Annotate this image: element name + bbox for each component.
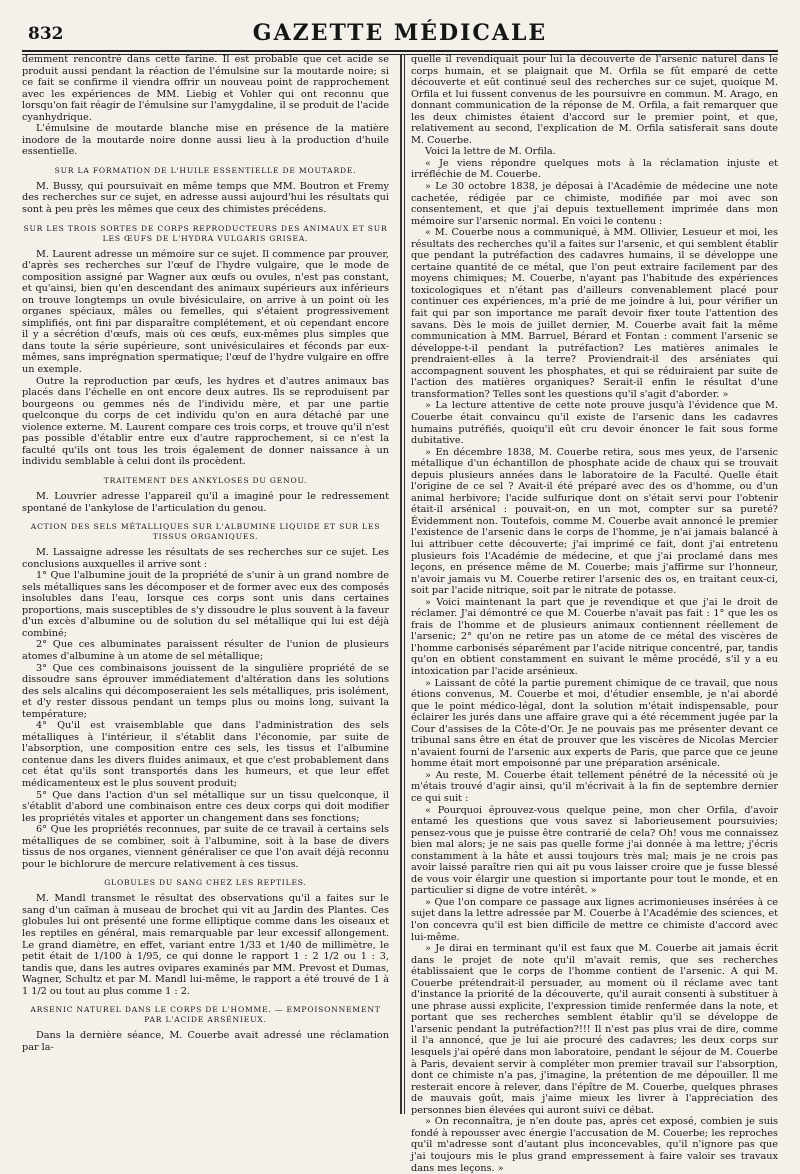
paragraph: « M. Couerbe nous a communiqué, à MM. Ollivier, Lesueur et moi, les résultats des recherches qu'il a faites sur l'arsenic, et qui semblent établir que pendant la putréfaction des cadavres humains, il se développe une certaine quantité de ce métal, que l'on peut extraire facilement par des moyens chimiques; M. Couerbe, n'ayant pas l'habitude des expériences toxicologiques et n'étant pas d'ailleurs convenablement placé pour continuer ces expériences, m'a prié de me joindre à lui, pour vérifier un fait qui par son importance me paraît devoir fixer toute l'attention des savans. Dès le mois de juillet dernier, M. Couerbe avait fait la même communication à MM. Barruel, Bérard et Fontan : comment l'arsenic se développe-t-il pendant la putréfaction? Les matières animales le prendraient-elles à la terre? Proviendrait-il des arséniates qui accompagnent souvent les phosphates, et qui se réduiraient par suite de l'action des matières organiques? Serait-il enfin le résultat d'une transformation? Telles sont les questions qu'il s'agit d'aborder. »: [411, 227, 778, 400]
paragraph: » On reconnaîtra, je n'en doute pas, après cet exposé, combien je suis fondé à repousser avec énergie l'accusation de M. Couerbe; les reproches qu'il m'adresse sont d'autant plus inconcevables, qu'il n'ignore pas que j'ai toujours mis le plus grand empressement à faire valoir ses travaux dans mes leçons. »: [411, 1116, 778, 1174]
paragraph: » Au reste, M. Couerbe était tellement pénétré de la nécessité où je m'étais trouvé d'agir ainsi, qu'il m'écrivait à la fin de septembre dernier ce qui suit :: [411, 769, 778, 804]
section-heading: ARSENIC NATUREL DANS LE CORPS DE L'HOMME. — EMPOISONNEMENT PAR L'ACIDE ARSÉNIEUX.: [30, 1005, 381, 1025]
masthead-rule: [22, 50, 778, 52]
paragraph: 4° Qu'il est vraisemblable que dans l'administration des sels métalliques à l'intérieur, il s'établit dans l'économie, par suite de l'absorption, une composition entre ces sels, les tissus et l'albumine contenue dans les divers fluides animaux, et que c'est probablement dans cet état qu'ils sont transportés dans les humeurs, et que leur effet médicamenteux est le plus souvent produit;: [22, 720, 389, 789]
page-number: 832: [28, 24, 64, 44]
left-column: [22, 54, 389, 1114]
paragraph: L'émulsine de moutarde blanche mise en présence de la matière inodore de la moutarde noire donne aussi lieu à la production d'huile essentielle.: [22, 123, 389, 158]
journal-title: GAZETTE MÉDICALE: [252, 20, 548, 46]
column-divider-thin: [404, 54, 405, 1114]
paragraph: « Je viens répondre quelques mots à la réclamation injuste et irréfléchie de M. Couerbe.: [411, 157, 778, 181]
paragraph: 2° Que ces albuminates paraissent résulter de l'union de plusieurs atomes d'albumine à un atome de sel métallique;: [22, 639, 389, 662]
paragraph: M. Louvrier adresse l'appareil qu'il a imaginé pour le redressement spontané de l'ankylose de l'articulation du genou.: [22, 490, 389, 514]
paragraph: » Que l'on compare ce passage aux lignes acrimonieuses insérées à ce sujet dans la lettre adressée par M. Couerbe à l'Académie des sciences, et l'on concevra qu'il est bien difficile de mettre ce chimiste d'accord avec lui-même.: [411, 896, 778, 943]
column-divider: [400, 54, 402, 1114]
paragraph: 6° Que les propriétés reconnues, par suite de ce travail à certains sels métalliques de se combiner, soit à l'albumine, soit à la base de divers tissus de nos organes, viennent généraliser ce que l'on avait déjà reconnu pour le bichlorure de mercure relativement à ces tissus.: [22, 824, 389, 870]
paragraph: M. Mandl transmet le résultat des observations qu'il a faites sur le sang d'un caïman à museau de brochet qui vit au Jardin des Plantes. Ces globules lui ont présenté une forme elliptique comme dans les oiseaux et les reptiles en général, mais remarquable par leur excessif allongement. Le grand diamètre, en effet, variant entre 1/33 et 1/40 de millimètre, le petit était de 1/100 à 1/95, ce qui donne le rapport 1 : 2 1/2 ou 1 : 3, tandis que, dans les autres ovipares examinés par MM. Prevost et Dumas, Wagner, Schultz et par M. Mandl lui-même, le rapport a été trouvé de 1 à 1 1/2 ou tout au plus comme 1 : 2.: [22, 893, 389, 997]
paragraph: M. Bussy, qui poursuivait en même temps que MM. Boutron et Fremy des recherches sur ce sujet, en adresse aussi aujourd'hui les résultats qui sont à peu près les mêmes que ceux des chimistes précédens.: [22, 180, 389, 216]
paragraph: Dans la dernière séance, M. Couerbe avait adressé une réclamation par la-: [22, 1030, 389, 1053]
paragraph: 3° Que ces combinaisons jouissent de la singulière propriété de se dissoudre sans éprouver immédiatement d'altération dans les solutions des sels alcalins qui décomposeraient les sels métalliques, pris isolément, et d'y rester dissous pendant un temps plus ou moins long, suivant la température;: [22, 662, 389, 720]
paragraph: 5° Que dans l'action d'un sel métallique sur un tissu quelconque, il s'établit d'abord une combinaison entre ces deux corps qui doit modifier les propriétés vitales et apporter un changement dans ses fonctions;: [22, 789, 389, 824]
paragraph: 1° Que l'albumine jouit de la propriété de s'unir à un grand nombre de sels métalliques sans les décomposer et de former avec eux des composés insolubles dans l'eau, lorsque ces corps sont unis dans certaines proportions, mais susceptibles de s'y dissoudre le plus souvent à la faveur d'un excès d'albumine ou de solution du sel métallique qui lui est déjà combiné;: [22, 570, 389, 639]
right-column: [411, 54, 778, 1174]
section-heading: SUR LA FORMATION DE L'HUILE ESSENTIELLE DE MOUTARDE.: [54, 165, 357, 175]
section-heading: ACTION DES SELS MÉTALLIQUES SUR L'ALBUMINE LIQUIDE ET SUR LES TISSUS ORGANIQUES.: [30, 522, 381, 542]
paragraph: » Laissant de côté la partie purement chimique de ce travail, que nous étions convenus, M. Couerbe et moi, d'étudier ensemble, je n'ai abordé que le point médico-légal, dont la solution m'était indispensable, pour éclairer les jurés dans une affaire grave qui a été récemment jugée par la Cour d'assises de la Côte-d'Or. Je ne pouvais pas me présenter devant ce tribunal sans être en état de prouver que les viscères de Nicolas Mercier n'avaient fourni de l'arsenic aux experts de Paris, que parce que ce jeune homme était mort empoisonné par une préparation arsénicale.: [411, 677, 778, 770]
paragraph: » Je dirai en terminant qu'il est faux que M. Couerbe ait jamais écrit dans le projet de note qu'il m'avait remis, que ses recherches établissaient que le corps de l'homme contient de l'arsenic. A qui M. Couerbe prétendrait-il persuader, au moment où il réclame avec tant d'instance la priorité de la découverte, qu'il aurait consenti à substituer à une phrase aussi explicite, l'expression timide renfermée dans la note, et portant que ses recherches semblent établir qu'il se développe de l'arsenic pendant la putréfaction?!!! Il n'est pas plus vrai de dire, comme il l'a annoncé, que je lui aie procuré des cadavres; les deux corps sur lesquels j'ai opéré dans mon laboratoire, pendant le séjour de M. Couerbe à Paris, devaient servir à compléter mon premier travail sur l'absorption, dont ce chimiste n'a pas, j'imagine, la prétention de me dépouiller. Il me resterait encore à relever, dans l'épître de M. Couerbe, quelques phrases de mauvais goût, mais j'aime mieux les livrer à l'appréciation des personnes bien élevées qui auront suivi ce débat.: [411, 943, 778, 1116]
text-columns: [22, 54, 778, 1174]
section-heading: TRAITEMENT DES ANKYLOSES DU GENOU.: [103, 475, 308, 485]
paragraph: » La lecture attentive de cette note prouve jusqu'à l'évidence que M. Couerbe était convaincu qu'il existe de l'arsenic dans les cadavres humains putréfiés, quoiqu'il eût cru devoir énoncer le fait sous forme dubitative.: [411, 400, 778, 447]
paragraph: quelle il revendiquait pour lui la découverte de l'arsenic naturel dans le corps humain, et se plaignait que M. Orfila se fût emparé de cette découverte et eût continué seul des recherches sur ce sujet, quoique M. Orfila et lui fussent convenus de les poursuivre en commun. M. Arago, en donnant communication de la réponse de M. Orfila, a fait remarquer que les deux chimistes étaient d'accord sur le premier point, et que, relativement au second, l'explication de M. Orfila satisferait sans doute M. Couerbe.: [411, 54, 778, 146]
paragraph: » En décembre 1838, M. Couerbe retira, sous mes yeux, de l'arsenic métallique d'un échantillon de phosphate acide de chaux qui se trouvait depuis plusieurs années dans le laboratoire de la Faculté. Quelle était l'origine de ce sel ? Avait-il été préparé avec des os d'homme, ou d'un animal herbivore; l'acide sulfurique dont on s'était servi pour l'obtenir était-il arsénical : pouvait-on, en un mot, compter sur sa pureté? Évidemment non. Toutefois, comme M. Couerbe avait annoncé le premier l'existence de l'arsenic dans le corps de l'homme, je n'ai jamais balancé à lui attribuer cette découverte; j'ai imprimé ce fait, dont j'ai entretenu plusieurs fois l'Académie de médecine, et que j'ai proclamé dans mes leçons, en présence même de M. Couerbe; mais j'affirme sur l'honneur, n'avoir jamais vu M. Couerbe retirer l'arsenic des os, en traitant ceux-ci, soit par l'acide nitrique, soit par le nitrate de potasse.: [411, 446, 778, 597]
paragraph: » Voici maintenant la part que je revendique et que j'ai le droit de réclamer. J'ai démontré ce que M. Couerbe n'avait pas fait : 1° que les os frais de l'homme et de plusieurs animaux contiennent réellement de l'arsenic; 2° qu'on ne retire pas un atome de ce métal des viscères de l'homme carbonisés séparément par l'acide nitrique concentré, par, tandis qu'on en obtient constamment en suivant le même procédé, s'il y a eu intoxication par l'acide arsénieux.: [411, 596, 778, 677]
paragraph: « Pourquoi éprouvez-vous quelque peine, mon cher Orfila, d'avoir entamé les questions que vous savez si laborieusement poursuivies; pensez-vous que je puisse être contrarié de cela? Oh! vous me connaissez bien mal alors; je ne sais pas quelle forme j'ai donnée à ma lettre; j'écris constamment à la hâte et aussi toujours très mal; mais je ne crois pas avoir laissé paraître rien qui ait pu vous laisser croire que je fusse blessé de vous voir élargir une question si importante pour tout le monde, et en particulier si digne de votre intérêt. »: [411, 804, 778, 897]
paragraph: Voici la lettre de M. Orfila.: [425, 146, 556, 158]
section-heading: SUR LES TROIS SORTES DE CORPS REPRODUCTEURS DES ANIMAUX ET SUR LES ŒUFS DE L'HYDRA VULGARIS GRISEA.: [23, 223, 388, 243]
paragraph: demment rencontré dans cette farine. Il est probable que cet acide se produit aussi pendant la réaction de l'émulsine sur la moutarde noire; si ce fait se confirme il viendra offrir un nouveau point de rapprochement avec les expériences de MM. Liebig et Vohler qui ont reconnu que lorsqu'on fait réagir de l'émulsine sur l'amygdaline, il se produit de l'acide cyanhydrique.: [22, 54, 389, 123]
paragraph: » Le 30 octobre 1838, je déposai à l'Académie de médecine une note cachetée, rédigée par ce chimiste, modifiée par moi avec son consentement, et que j'ai depuis textuellement imprimée dans mon mémoire sur l'arsenic normal. En voici le contenu :: [411, 181, 778, 227]
paragraph: M. Lassaigne adresse les résultats de ses recherches sur ce sujet. Les conclusions auxquelles il arrive sont :: [22, 547, 389, 570]
paragraph: Outre la reproduction par œufs, les hydres et d'autres animaux bas placés dans l'échelle en ont encore deux autres. Ils se reproduisent par bourgeons ou gemmes nés de l'individu mère, et par une partie quelconque du corps de cet individu qu'on en aura détaché par une violence externe. M. Laurent compare ces trois corps, et trouve qu'il n'est pas possible d'établir entre eux d'autre rapprochement, si ce n'est la faculté qu'ils ont tous les trois également de donner naissance à un individu semblable à celui dont ils procèdent.: [22, 375, 389, 468]
paragraph: M. Laurent adresse un mémoire sur ce sujet. Il commence par prouver, d'après ses recherches sur l'œuf de l'hydre vulgaire, que le mode de composition assigné par Wagner aux œufs ou ovules, n'est pas constant, et qu'ainsi, bien qu'en descendant des animaux supérieurs aux inférieurs on trouve longtemps un ovule bivésiculaire, on arrive à un point où les organes spéciaux, mâles ou femelles, qui s'étaient progressivement simplifiés, ont fini par disparaître complétement, et où cependant encore il y a sécrétion d'œufs, mais où ces œufs, eux-mêmes plus simples que dans toute la série supérieure, sont univésiculaires et féconds par eux-mêmes, sans imprégnation spermatique; l'œuf de l'hydre vulgaire en offre un exemple.: [22, 248, 389, 376]
section-heading: GLOBULES DU SANG CHEZ LES REPTILES.: [104, 878, 307, 888]
masthead: [22, 14, 778, 54]
